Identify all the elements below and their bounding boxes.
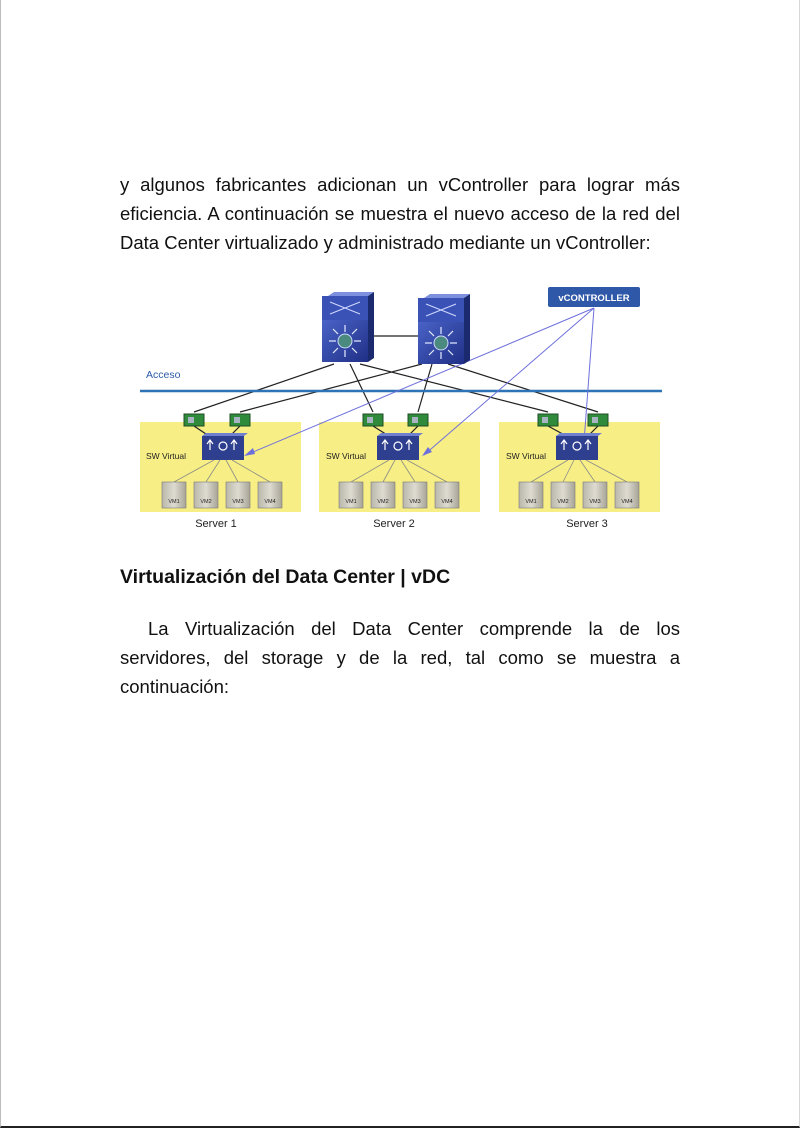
server-label: Server 1 xyxy=(195,518,237,530)
vcontroller-network-diagram xyxy=(136,284,664,536)
sw-virtual-label: SW Virtual xyxy=(146,451,186,461)
svg-text:VM3: VM3 xyxy=(409,499,421,505)
nic-card xyxy=(230,414,250,426)
svg-text:VM4: VM4 xyxy=(621,499,633,505)
section-heading: Virtualización del Data Center | vDC xyxy=(120,566,451,588)
svg-text:VM1: VM1 xyxy=(525,499,537,505)
core-switch xyxy=(322,292,374,362)
virtual-switch xyxy=(377,433,423,460)
intro-line: eficiencia. A continuación se muestra el nuevo acceso de la red del xyxy=(120,203,680,224)
section-paragraph xyxy=(120,614,680,701)
svg-text:VM2: VM2 xyxy=(200,499,212,505)
vm-box xyxy=(583,482,607,508)
nic-card xyxy=(588,414,608,426)
intro-line: y algunos fabricantes adicionan un vController para lograr más xyxy=(120,174,680,195)
svg-text:VM3: VM3 xyxy=(232,499,244,505)
vm-box xyxy=(519,482,543,508)
vm-box xyxy=(339,482,363,508)
section-line: La Virtualización del Data Center comprende la de los xyxy=(148,618,680,639)
nic-card xyxy=(408,414,428,426)
vm-box xyxy=(403,482,427,508)
nic-card xyxy=(184,414,204,426)
vm-box xyxy=(615,482,639,508)
sw-virtual-label: SW Virtual xyxy=(506,451,546,461)
access-label: Acceso xyxy=(146,369,181,381)
server-label: Server 3 xyxy=(566,518,608,530)
server-label: Server 2 xyxy=(373,518,415,530)
svg-text:VM4: VM4 xyxy=(441,499,453,505)
svg-text:VM1: VM1 xyxy=(168,499,180,505)
vm-box xyxy=(258,482,282,508)
virtual-switch xyxy=(202,433,248,460)
vm-box xyxy=(226,482,250,508)
vm-box xyxy=(551,482,575,508)
vm-box xyxy=(162,482,186,508)
svg-text:VM1: VM1 xyxy=(345,499,357,505)
intro-paragraph xyxy=(120,170,680,257)
vm-box xyxy=(371,482,395,508)
section-line: servidores, del storage y de la red, tal como se muestra a xyxy=(120,647,680,668)
svg-text:VM2: VM2 xyxy=(377,499,389,505)
core-switch xyxy=(418,294,470,364)
vm-box xyxy=(435,482,459,508)
svg-text:VM4: VM4 xyxy=(264,499,276,505)
sw-virtual-label: SW Virtual xyxy=(326,451,366,461)
svg-text:VM2: VM2 xyxy=(557,499,569,505)
virtual-switch xyxy=(556,433,602,460)
nic-card xyxy=(538,414,558,426)
intro-line: Data Center virtualizado y administrado mediante un vController: xyxy=(120,232,651,253)
section-line: continuación: xyxy=(120,676,230,697)
vcontroller-label: vCONTROLLER xyxy=(558,293,630,304)
svg-text:VM3: VM3 xyxy=(589,499,601,505)
nic-card xyxy=(363,414,383,426)
vm-box xyxy=(194,482,218,508)
